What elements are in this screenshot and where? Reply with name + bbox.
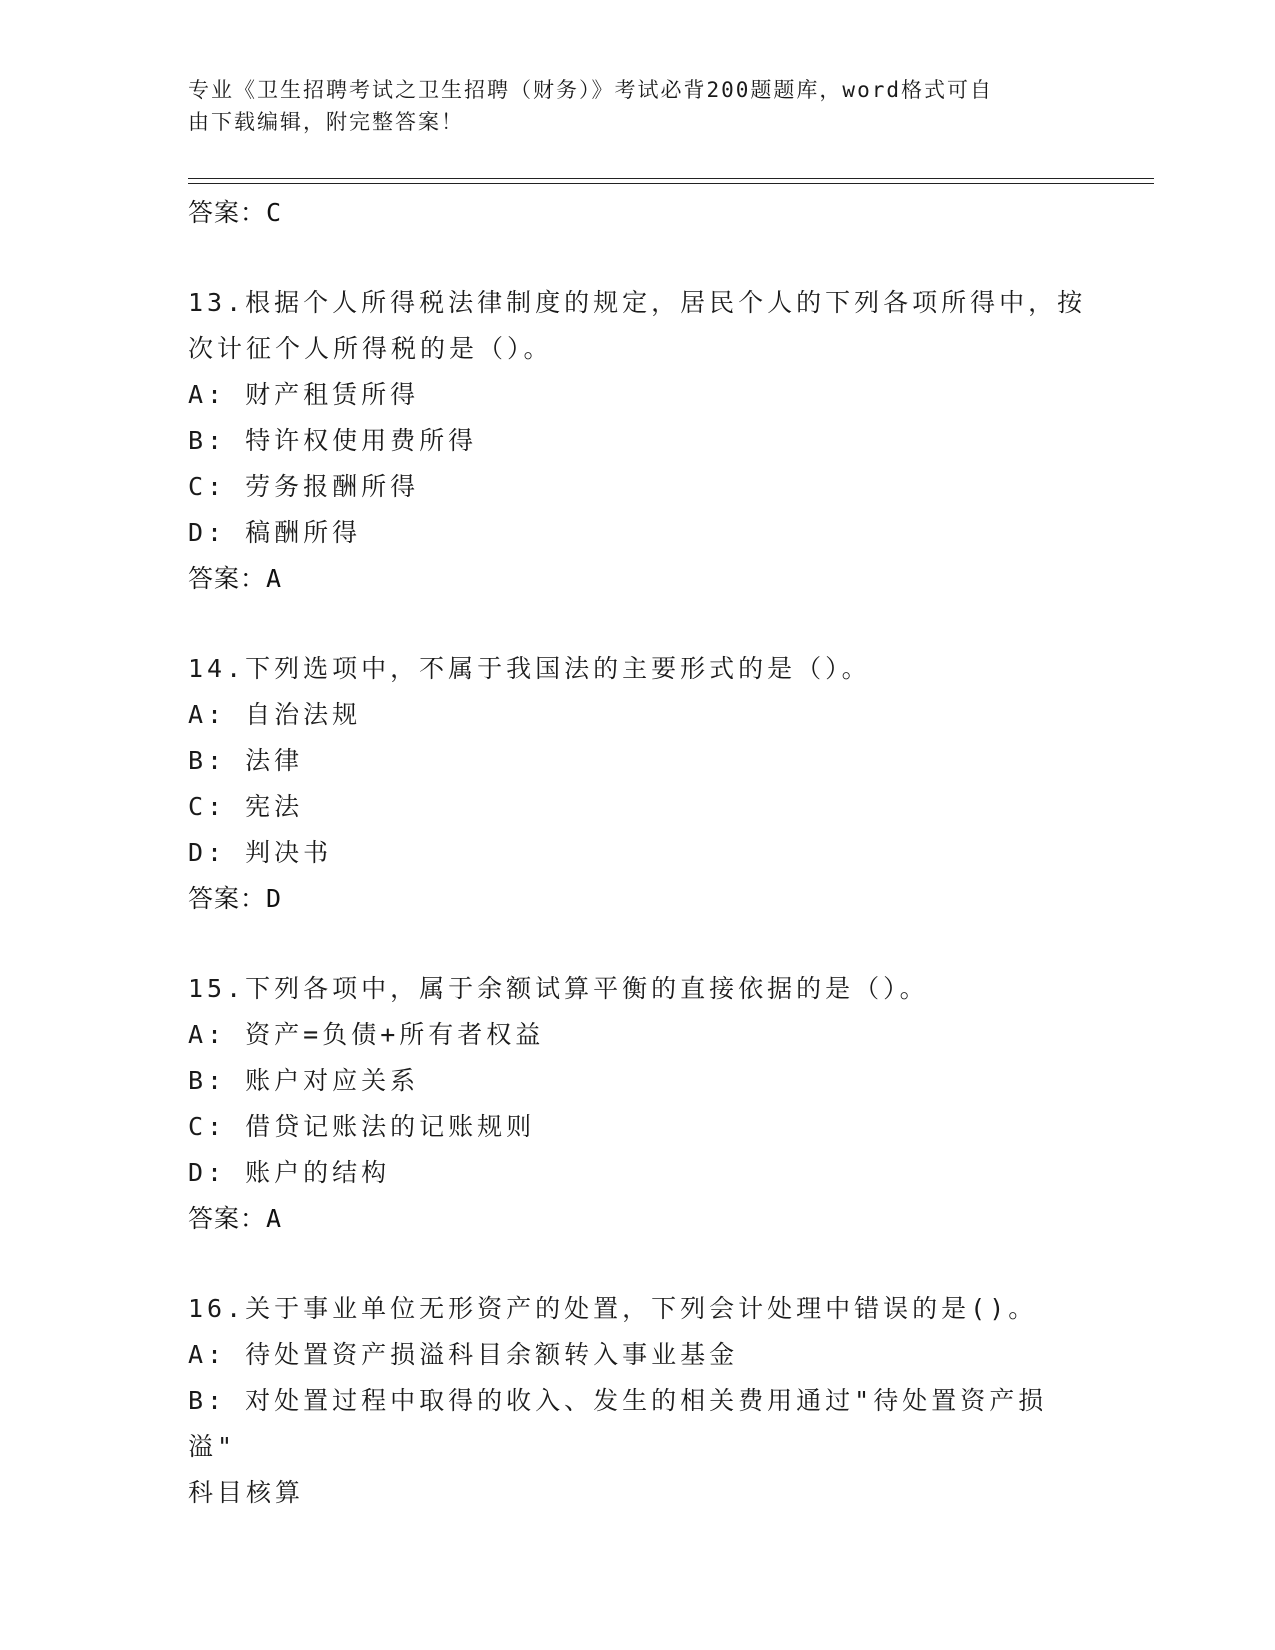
answer-prefix: 答案： [188, 198, 267, 227]
question-text-line-2: 次计征个人所得税的是（）。 [188, 334, 553, 363]
answer-line [188, 1196, 1088, 1242]
option-text: 账户的结构 [245, 1158, 391, 1187]
question-text-line-1: 根据个人所得税法律制度的规定，居民个人的下列各项所得中，按 [245, 288, 1087, 317]
option-b [188, 1378, 1088, 1470]
question-text [188, 280, 1088, 326]
answer-line [188, 190, 1088, 236]
option-a [188, 692, 1088, 738]
header-divider-top [188, 178, 1154, 179]
answer-prefix: 答案： [188, 564, 267, 593]
question-number: 16. [188, 1294, 246, 1323]
option-d [188, 1150, 1088, 1196]
question-number: 14. [188, 654, 246, 683]
option-letter: C: [188, 472, 227, 501]
option-letter: A: [188, 700, 227, 729]
option-text: 对处置过程中取得的收入、发生的相关费用通过"待处置资产损溢" [188, 1386, 1048, 1461]
option-letter: B: [188, 746, 227, 775]
question-text-line-1: 下列各项中，属于余额试算平衡的直接依据的是（）。 [245, 974, 929, 1003]
option-text: 劳务报酬所得 [245, 472, 420, 501]
option-a [188, 1332, 1088, 1378]
answer-prefix: 答案： [188, 1204, 267, 1233]
question-15 [188, 966, 1088, 1242]
option-b [188, 418, 1088, 464]
question-14 [188, 646, 1088, 922]
option-letter: D: [188, 838, 227, 867]
option-c [188, 784, 1088, 830]
option-b [188, 738, 1088, 784]
question-text [188, 646, 1088, 692]
option-c [188, 1104, 1088, 1150]
question-13 [188, 280, 1088, 602]
question-text-line-1: 下列选项中，不属于我国法的主要形式的是（）。 [245, 654, 871, 683]
option-c [188, 464, 1088, 510]
option-letter: B: [188, 1386, 227, 1415]
option-letter: D: [188, 1158, 227, 1187]
option-b [188, 1058, 1088, 1104]
document-header [188, 74, 1088, 138]
option-a [188, 372, 1088, 418]
option-letter: D: [188, 518, 227, 547]
option-text: 待处置资产损溢科目余额转入事业基金 [245, 1340, 739, 1369]
option-d [188, 510, 1088, 556]
option-text: 财产租赁所得 [245, 380, 420, 409]
answer-value: D [266, 884, 283, 913]
question-number: 15. [188, 974, 246, 1003]
option-a [188, 1012, 1088, 1058]
answer-line [188, 876, 1088, 922]
option-letter: A: [188, 1020, 227, 1049]
option-text: 账户对应关系 [245, 1066, 420, 1095]
option-letter: B: [188, 1066, 227, 1095]
answer-line [188, 556, 1088, 602]
option-text: 稿酬所得 [245, 518, 362, 547]
answer-prefix: 答案： [188, 884, 267, 913]
answer-value: A [266, 564, 283, 593]
option-text: 法律 [245, 746, 304, 775]
header-line-2: 由下载编辑，附完整答案！ [188, 110, 464, 134]
option-text: 判决书 [245, 838, 333, 867]
option-letter: B: [188, 426, 227, 455]
option-text: 特许权使用费所得 [245, 426, 478, 455]
option-text: 宪法 [245, 792, 304, 821]
question-text-line-1: 关于事业单位无形资产的处置，下列会计处理中错误的是()。 [245, 1294, 1038, 1323]
question-text [188, 1286, 1088, 1332]
option-b-continuation: 科目核算 [188, 1478, 305, 1507]
header-line-1: 专业《卫生招聘考试之卫生招聘（财务）》考试必背200题题库，word格式可自 [188, 78, 993, 102]
option-text: 自治法规 [245, 700, 362, 729]
question-number: 13. [188, 288, 246, 317]
question-list [188, 190, 1088, 1516]
option-text: 资产=负债+所有者权益 [245, 1020, 545, 1049]
option-letter: C: [188, 1112, 227, 1141]
option-text: 借贷记账法的记账规则 [245, 1112, 536, 1141]
answer-value: C [266, 198, 283, 227]
option-letter: A: [188, 380, 227, 409]
option-letter: C: [188, 792, 227, 821]
question-text [188, 966, 1088, 1012]
option-letter: A: [188, 1340, 227, 1369]
option-d [188, 830, 1088, 876]
question-16 [188, 1286, 1088, 1516]
answer-value: A [266, 1204, 283, 1233]
header-divider-bottom [188, 183, 1154, 184]
